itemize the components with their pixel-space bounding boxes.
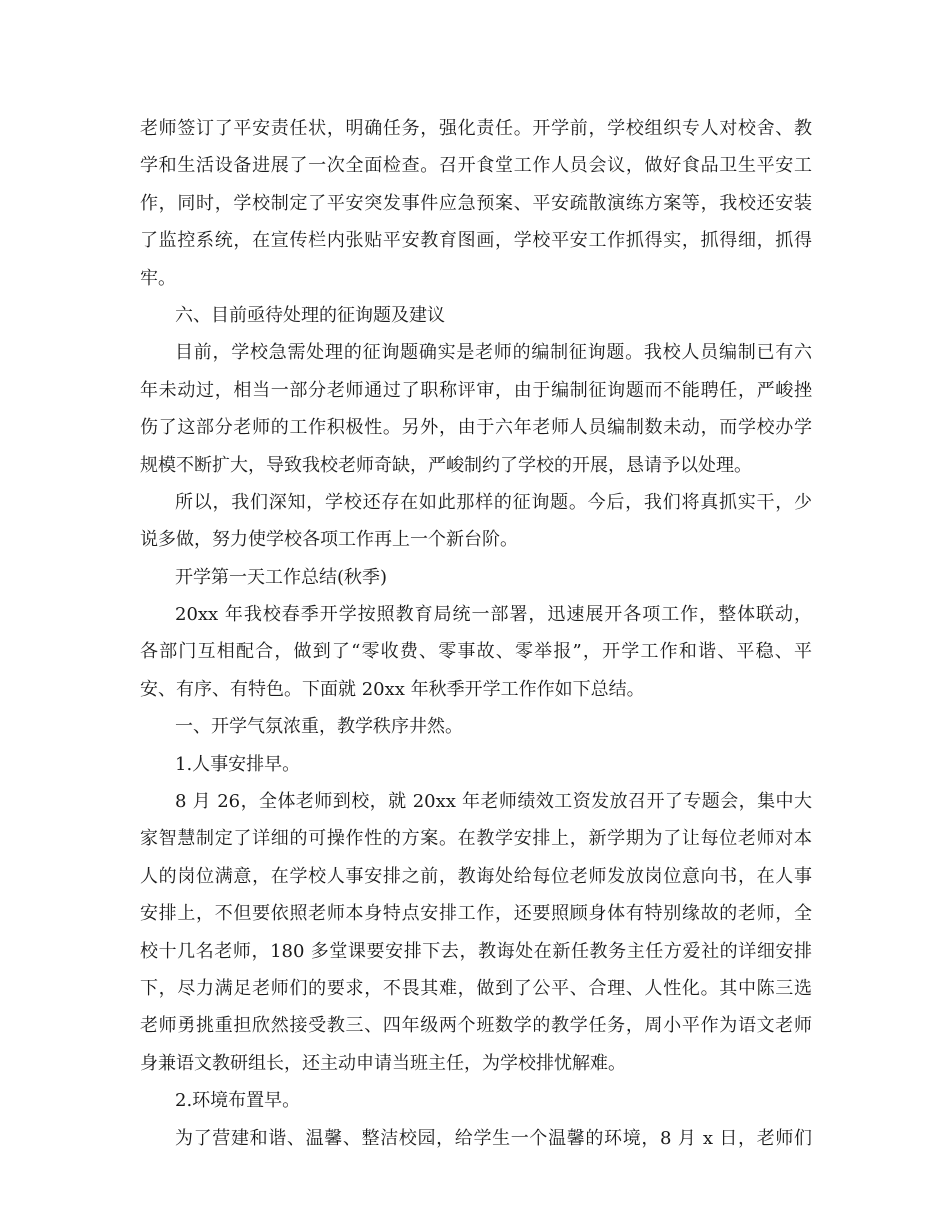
text-line: 人的岗位满意，在学校人事安排之前，教诲处给每位老师发放岗位意向书，在人事 [140,865,812,887]
text-line: 安排上，不但要依照老师本身特点安排工作，还要照顾身体有特别缘故的老师，全 [140,903,812,925]
text-line: 所以，我们深知，学校还存在如此那样的征询题。今后，我们将真抓实干，少 [175,491,812,513]
text-line: 老师签订了平安责任状，明确任务，强化责任。开学前，学校组织专人对校舍、教 [140,118,812,139]
text-line: 为了营建和谐、温馨、整洁校园，给学生一个温馨的环境，8 月 x 日，老师们 [175,1127,812,1149]
text-line: 家智慧制定了详细的可操作性的方案。在教学安排上，新学期为了让每位老师对本 [140,828,812,850]
text-line: 规模不断扩大，导致我校老师奇缺，严峻制约了学校的开展，恳请予以处理。 [140,454,752,476]
text-line: 说多做，努力使学校各项工作再上一个新台阶。 [140,529,518,551]
text-line: 伤了这部分老师的工作积极性。另外，由于六年老师人员编制数未动，而学校办学 [140,417,812,439]
text-line: 8 月 26，全体老师到校，就 20xx 年老师绩效工资发放召开了专题会，集中大 [175,791,812,813]
text-line: 开学第一天工作总结(秋季) [175,566,388,588]
text-line: 牢。 [140,267,176,289]
text-line: 20xx 年我校春季开学按照教育局统一部署，迅速展开各项工作，整体联动， [175,604,812,626]
text-line: 学和生活设备进展了一次全面检查。召开食堂工作人员会议，做好食品卫生平安工 [140,155,812,177]
text-line: 六、目前亟待处理的征询题及建议 [175,304,445,326]
document-page [140,110,812,1157]
text-line: 作，同时，学校制定了平安突发事件应急预案、平安疏散演练方案等，我校还安装 [140,192,812,214]
text-line: 2.环境布置早。 [175,1090,301,1112]
text-line: 目前，学校急需处理的征询题确实是老师的编制征询题。我校人员编制已有六 [175,342,812,364]
text-line: 安、有序、有特色。下面就 20xx 年秋季开学工作作如下总结。 [140,678,645,700]
text-line: 各部门互相配合，做到了“零收费、零事故、零举报”，开学工作和谐、平稳、平 [140,641,812,663]
text-line: 一、开学气氛浓重，教学秩序井然。 [175,716,463,738]
text-line: 下，尽力满足老师们的要求，不畏其难，做到了公平、合理、人性化。其中陈三选 [140,977,812,999]
text-line: 校十几名老师，180 多堂课要安排下去，教诲处在新任教务主任方爱社的详细安排 [140,940,812,962]
text-line: 老师勇挑重担欣然接受教三、四年级两个班数学的教学任务，周小平作为语文老师 [140,1015,812,1037]
text-line: 身兼语文教研组长，还主动申请当班主任，为学校排忧解难。 [140,1052,626,1074]
text-line: 了监控系统，在宣传栏内张贴平安教育图画，学校平安工作抓得实，抓得细，抓得 [140,230,812,252]
text-line: 年未动过，相当一部分老师通过了职称评审，由于编制征询题而不能聘任，严峻挫 [140,379,812,401]
text-line: 1.人事安排早。 [175,753,301,775]
